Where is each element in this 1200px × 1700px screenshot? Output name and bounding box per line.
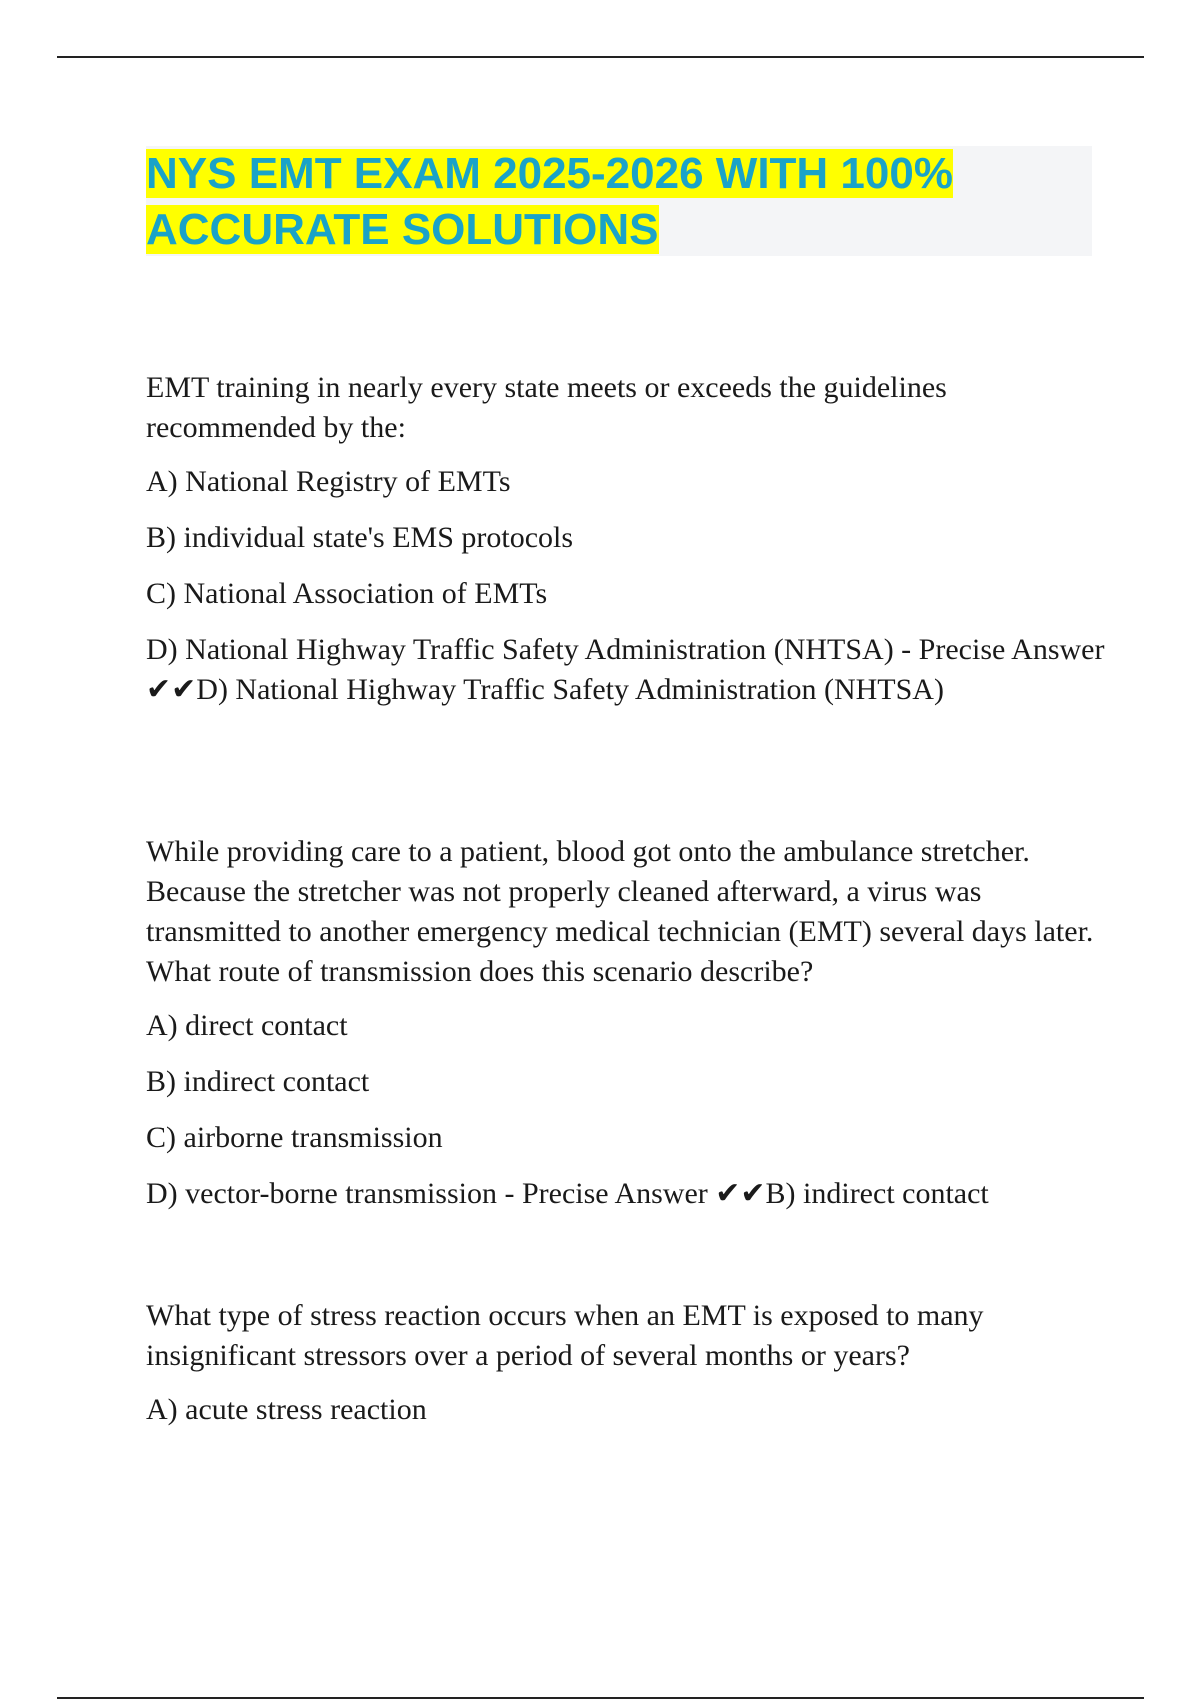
question-3 [146, 1296, 1106, 1446]
question-text: What type of stress reaction occurs when an EMT is exposed to many insignificant stressors over a period of several months or years? [146, 1299, 984, 1372]
option-c: C) airborne transmission [146, 1121, 443, 1154]
option-a: A) National Registry of EMTs [146, 465, 511, 498]
title-highlight: NYS EMT EXAM 2025-2026 WITH 100% ACCURATE SOLUTIONS [146, 149, 953, 254]
option-b: B) individual state's EMS protocols [146, 521, 574, 554]
option-d-with-answer: D) vector-borne transmission - Precise Answer ✔✔B) indirect contact [146, 1177, 989, 1210]
option-a: A) direct contact [146, 1009, 348, 1042]
question-1 [146, 368, 1106, 726]
option-a: A) acute stress reaction [146, 1393, 427, 1426]
question-text: EMT training in nearly every state meets or exceeds the guidelines recommended by the: [146, 371, 947, 444]
question-text: While providing care to a patient, blood got onto the ambulance stretcher. Because the stretcher was not properly cleaned afterward, a virus was transmitted to another emergency medical technician (EMT) several days later. What route of transmission does this scenario describe? [146, 835, 1094, 988]
option-c: C) National Association of EMTs [146, 577, 548, 610]
question-2 [146, 832, 1106, 1230]
option-d-with-answer: D) National Highway Traffic Safety Administration (NHTSA) - Precise Answer ✔✔D) National Highway Traffic Safety Administration (NHTSA) [146, 633, 1105, 706]
header-rule [57, 56, 1144, 58]
document-title [146, 146, 1076, 258]
option-b: B) indirect contact [146, 1065, 370, 1098]
footer-rule [57, 1697, 1144, 1699]
